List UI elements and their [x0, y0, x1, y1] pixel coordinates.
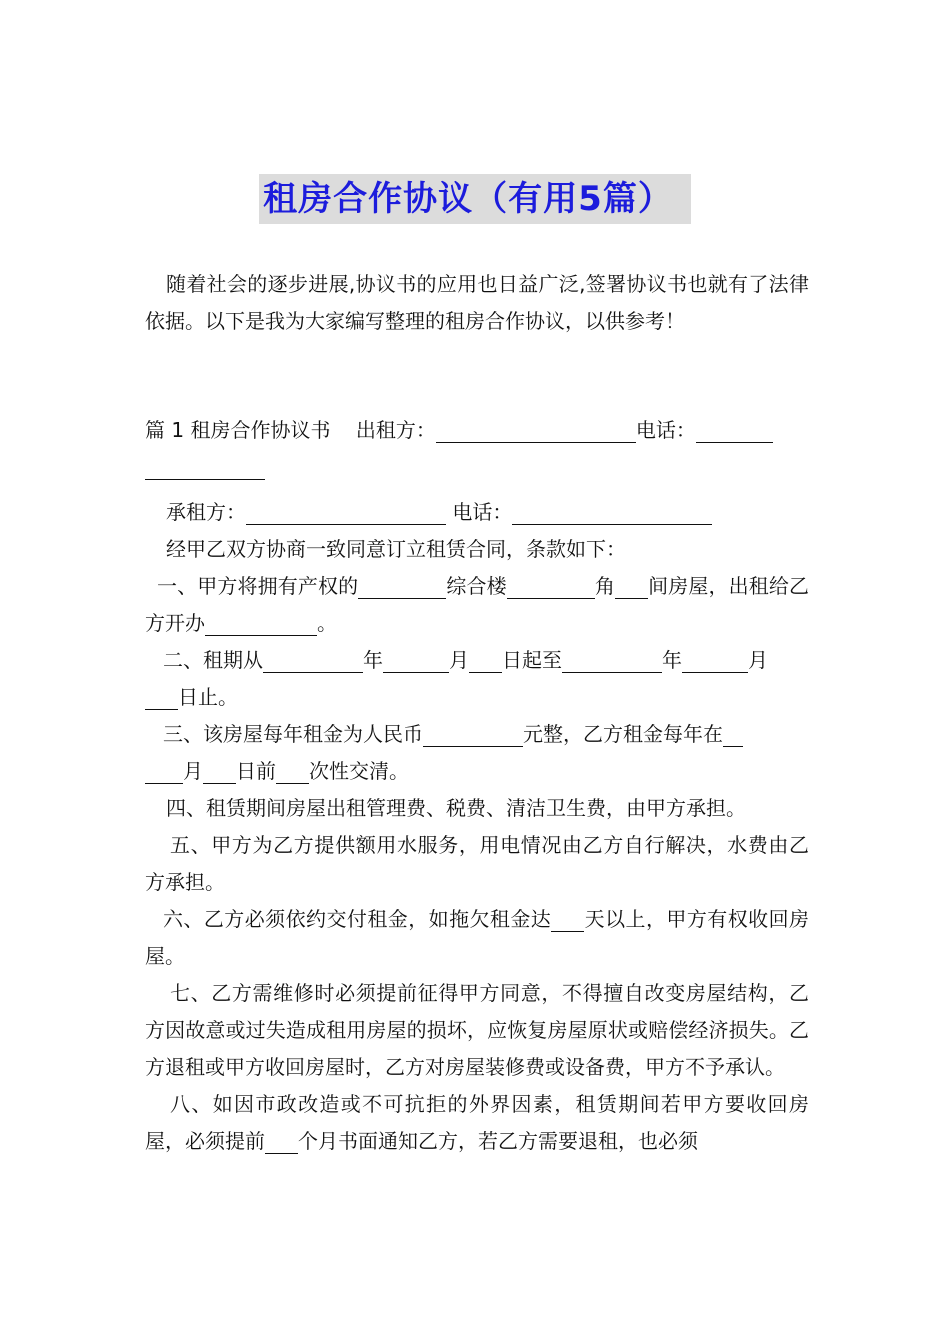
- clause-2-blank-a: [263, 646, 363, 673]
- lessor-label: 出租方：: [355, 418, 436, 442]
- section-heading: 篇 1 租房合作协议书: [145, 418, 331, 442]
- phone-label-1: 电话：: [635, 418, 696, 442]
- clause-3-blank-d: [276, 757, 309, 784]
- lessee-line: [145, 494, 809, 531]
- clause-3-text-e: 次性交清。: [309, 759, 409, 783]
- clause-1-blank-d: [205, 609, 317, 636]
- clause-2-blank-e: [682, 646, 748, 673]
- clause-2-text-a: 二、租期从: [163, 648, 263, 672]
- clause-3-blank-b2: [145, 757, 183, 784]
- clause-1-blank-c: [615, 572, 648, 599]
- lessee-label: 承租方：: [166, 500, 246, 524]
- clause-2-blank-d: [562, 646, 662, 673]
- clause-1-blank-a: [358, 572, 446, 599]
- clause-2: [145, 642, 809, 716]
- clause-1-text-c: 角: [594, 574, 615, 598]
- clause-8-text-b: 个月书面通知乙方，若乙方需要退租，也必须: [298, 1129, 698, 1153]
- phone-blank-1a: [696, 416, 773, 443]
- clause-2-text-b: 年: [363, 648, 383, 672]
- clause-3: [145, 716, 809, 790]
- clause-3-text-a: 三、该房屋每年租金为人民币: [163, 722, 423, 746]
- clause-5: 五、甲方为乙方提供额用水服务，用电情况由乙方自行解决，水费由乙方承担。: [145, 833, 809, 894]
- intro-paragraph: [145, 266, 809, 340]
- lessor-blank: [436, 416, 636, 443]
- section-heading-line: [145, 412, 809, 486]
- document-title: 租房合作协议（有用5篇）: [259, 174, 691, 224]
- section-1: [145, 412, 809, 1160]
- clause-3-blank-b1: [723, 720, 743, 747]
- clause-8: [145, 1086, 809, 1160]
- clause-1-text-d: 间房屋，出租给乙方开办: [145, 574, 809, 635]
- clause-4: 四、租赁期间房屋出租管理费、税费、清洁卫生费，由甲方承担。: [166, 796, 746, 820]
- lessee-blank: [246, 498, 446, 525]
- clause-2-text-g: 日止。: [178, 685, 238, 709]
- phone-blank-2: [512, 498, 712, 525]
- clause-7: 七、乙方需维修时必须提前征得甲方同意，不得擅自改变房屋结构，乙方因故意或过失造成租用房屋的损坏，应恢复房屋原状或赔偿经济损失。乙方退租或甲方收回房屋时，乙方对房屋装修费或设备费，甲方不予承认。: [145, 981, 809, 1079]
- clause-1-blank-b: [507, 572, 595, 599]
- clause-2-text-f: 月: [748, 648, 768, 672]
- phone-blank-1b: [145, 453, 265, 480]
- clause-2-blank-c: [469, 646, 502, 673]
- phone-label-2: 电话：: [452, 500, 513, 524]
- clause-1-text-a: 一、甲方将拥有产权的: [157, 574, 359, 598]
- clause-2-text-d: 日起至: [502, 648, 562, 672]
- clause-1: [145, 568, 809, 642]
- clause-2-blank-f: [145, 683, 178, 710]
- clause-2-text-c: 月: [449, 648, 469, 672]
- clause-1-text-b: 综合楼: [446, 574, 507, 598]
- clause-6: [145, 901, 809, 975]
- title-wrap: [0, 174, 950, 224]
- clause-1-text-e: 。: [317, 611, 337, 635]
- clause-3-blank-c: [203, 757, 236, 784]
- clause-3-text-d: 日前: [236, 759, 276, 783]
- clause-8-blank: [265, 1127, 298, 1154]
- agreement-line: 经甲乙双方协商一致同意订立租赁合同，条款如下：: [166, 537, 626, 561]
- clause-8-text-a: 八、如因市政改造或不可抗拒的外界因素，租赁期间若甲方要收回房屋，必须提前: [145, 1092, 809, 1153]
- clause-3-text-b: 元整，乙方租金每年在: [523, 722, 723, 746]
- clause-6-blank: [551, 905, 584, 932]
- clause-2-blank-b: [383, 646, 449, 673]
- intro-text: 随着社会的逐步进展,协议书的应用也日益广泛,签署协议书也就有了法律依据。以下是我为大家编写整理的租房合作协议，以供参考！: [145, 272, 809, 333]
- clause-3-text-c: 月: [183, 759, 203, 783]
- clause-3-blank-a: [423, 720, 523, 747]
- clause-2-text-e: 年: [662, 648, 682, 672]
- clause-6-text-a: 六、乙方必须依约交付租金，如拖欠租金达: [163, 907, 552, 931]
- clause-6-text-b: 天以上，甲方有权收回房屋。: [145, 907, 810, 968]
